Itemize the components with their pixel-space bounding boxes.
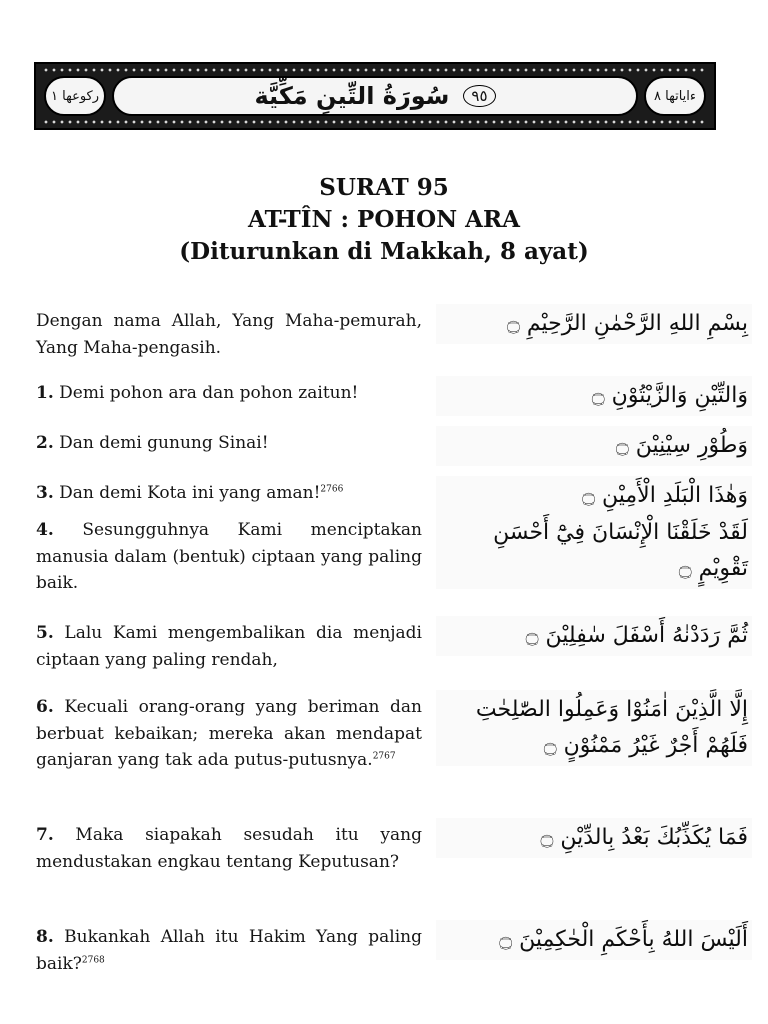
verse-translation [36, 380, 422, 407]
verse-text: Dan demi gunung Sinai! [59, 433, 269, 453]
verse-number: 3. [36, 483, 54, 503]
verse-number: 1. [36, 383, 54, 403]
verse-translation [36, 430, 422, 457]
footnote-marker: 2767 [372, 751, 396, 762]
surah-number-line: SURAT 95 [319, 174, 449, 201]
verse-text: Demi pohon ara dan pohon zaitun! [59, 383, 359, 403]
verse-text: Kecuali orang-orang yang beriman dan berbuat kebaikan; mereka akan mendapat ganjaran yang tak ada putus-putusnya. [36, 697, 423, 770]
verse-text: Sesungguhnya Kami menciptakan manusia dalam (bentuk) ciptaan yang paling baik. [36, 520, 423, 593]
verse-translation [36, 517, 422, 597]
verse-arabic: فَمَا يُكَذِّبُكَ بَعْدُ بِالدِّيْنِ ۝ [436, 818, 752, 858]
banner-ayat-panel: ءاياتها ٨ [644, 76, 706, 116]
verse-translation [36, 924, 422, 977]
verse-text: Dengan nama Allah, Yang Maha-pemurah, Yang Maha-pengasih. [36, 311, 422, 358]
verse-number: 2. [36, 433, 54, 453]
verse-arabic: ثُمَّ رَدَدْنٰهُ أَسْفَلَ سٰفِلِيْنَ ۝ [436, 616, 752, 656]
verse-text: Dan demi Kota ini yang aman! [59, 483, 321, 503]
verse-text: Maka siapakah sesudah itu yang mendustakan engkau tentang Keputusan? [36, 825, 422, 872]
surah-origin-line: (Diturunkan di Makkah, 8 ayat) [179, 238, 589, 265]
banner-surah-number: ٩٥ [463, 85, 495, 107]
footnote-marker: 2768 [81, 954, 105, 965]
verse-text: Lalu Kami mengembalikan dia menjadi ciptaan yang paling rendah, [36, 623, 422, 670]
verse-translation [36, 822, 422, 875]
banner-surah-title: سُورَةُ التِّينِ مَكِّيَّة [254, 82, 450, 110]
verse-arabic: وَطُوْرِ سِيْنِيْنَ ۝ [436, 426, 752, 466]
verse-text: Bukankah Allah itu Hakim Yang paling baik? [36, 927, 423, 974]
verse-arabic: لَقَدْ خَلَقْنَا الْإِنْسَانَ فِيْٓ أَحْسَنِ تَقْوِيْمٍ ۝ [436, 513, 752, 589]
banner-ruku-panel: ركوعها ١ [44, 76, 106, 116]
verse-translation [36, 480, 422, 507]
verse-arabic: بِسْمِ اللهِ الرَّحْمٰنِ الرَّحِيْمِ ۝ [436, 304, 752, 344]
verse-number: 7. [36, 825, 54, 845]
verse-number: 6. [36, 697, 54, 717]
verse-arabic: إِلَّا الَّذِيْنَ اٰمَنُوْا وَعَمِلُوا الصّٰلِحٰتِ فَلَهُمْ أَجْرٌ غَيْرُ مَمْنُوْنٍ ۝ [436, 690, 752, 766]
verse-arabic: وَالتِّيْنِ وَالزَّيْتُوْنِ ۝ [436, 376, 752, 416]
surah-name-line: AT-TÎN : POHON ARA [248, 206, 520, 233]
verse-arabic: أَلَيْسَ اللهُ بِأَحْكَمِ الْحٰكِمِيْنَ ۝ [436, 920, 752, 960]
verse-number: 8. [36, 927, 54, 947]
verse-number: 5. [36, 623, 54, 643]
footnote-marker: 2766 [320, 484, 344, 495]
verse-translation [36, 620, 422, 673]
verse-number: 4. [36, 520, 54, 540]
verse-translation [36, 308, 422, 361]
verse-translation [36, 694, 422, 774]
verse-arabic: وَهٰذَا الْبَلَدِ الْأَمِيْنِ ۝ [436, 476, 752, 516]
